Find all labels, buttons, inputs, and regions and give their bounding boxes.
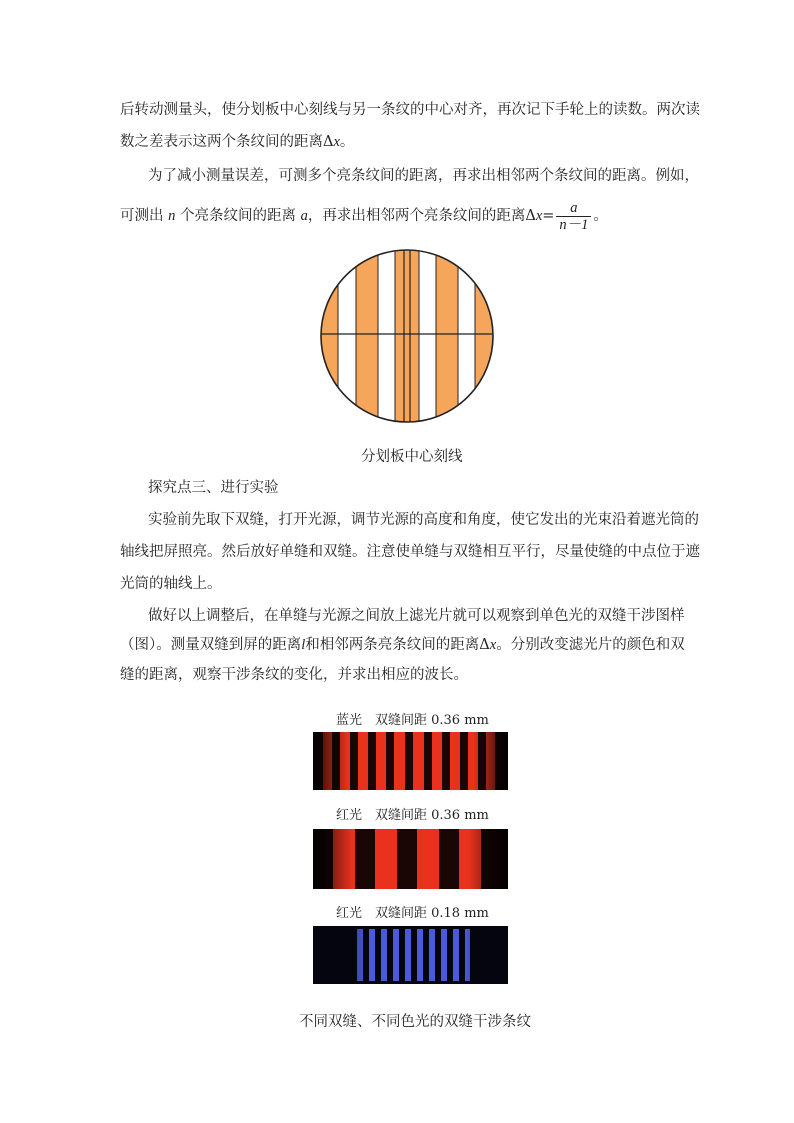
fringe-stripe (395, 247, 419, 425)
fringe-photo-2-graphic (313, 829, 508, 889)
reticle-figure (318, 247, 496, 425)
variable-x: x (333, 134, 340, 150)
figure-1-caption: 分划板中心刻线 (361, 449, 463, 465)
fringe-photo-1 (313, 732, 508, 790)
paragraph-3-line-3: 光筒的轴线上。 (120, 576, 222, 592)
panel-3-label: 红光 双缝间距 0.18 mm (336, 906, 489, 921)
fraction (556, 200, 591, 233)
section-title: 探究点三、进行实验 (148, 480, 279, 496)
variable-a: a (300, 208, 308, 224)
variable-x: x (489, 637, 497, 653)
paragraph-3-line-2: 轴线把屏照亮。然后放好单缝和双缝。注意使单缝与双缝相互平行，尽量使缝的中点位于遮 (120, 544, 700, 560)
panel-1-label: 蓝光 双缝间距 0.36 mm (336, 713, 489, 728)
text: 。分别改变滤光片的颜色和双 (496, 637, 685, 653)
paragraph-3-line-1: 实验前先取下双缝，打开光源，调节光源的高度和角度，使它发出的光束沿着遮光筒的 (148, 512, 699, 528)
text: 和相邻两条亮条纹间的距离Δ (305, 637, 490, 653)
paragraph-2-line-1: 为了减小测量误差，可测多个亮条纹间的距离，再求出相邻两个条纹间的距离。例如， (148, 168, 699, 184)
fraction-numerator: a (556, 200, 591, 217)
text: ，再求出相邻两个亮条纹间的距离Δ (307, 208, 536, 224)
panel-2-label: 红光 双缝间距 0.36 mm (336, 808, 489, 823)
fringe-photo-3 (313, 926, 508, 984)
paragraph-1-line-2 (120, 132, 680, 152)
variable-x: x (535, 208, 543, 224)
equals-sign: = (542, 208, 555, 224)
text: 数之差表示这两个条纹间的距离Δ (120, 134, 334, 150)
paragraph-4-line-3: 缝的距离，观察干涉条纹的变化，并求出相应的波长。 (120, 667, 468, 683)
fringe-photo-2 (313, 829, 508, 889)
text: 可测出 (120, 208, 164, 224)
text: （图）。测量双缝到屏的距离 (120, 637, 302, 653)
fringe-photo-1-graphic (313, 732, 508, 790)
fringe-stripe (356, 247, 378, 425)
fraction-denominator: n－1 (559, 216, 589, 233)
text: 。 (593, 208, 608, 224)
text: 个亮条纹间的距离 (179, 208, 296, 224)
variable-l: l (301, 637, 306, 653)
paragraph-1-line-1: 后转动测量头，使分划板中心刻线与另一条纹的中心对齐，再次记下手轮上的读数。两次读 (120, 102, 700, 118)
paragraph-4-line-2 (120, 635, 685, 655)
variable-n: n (168, 208, 176, 224)
paragraph-4-line-1: 做好以上调整后，在单缝与光源之间放上滤光片就可以观察到单色光的双缝干涉图样 (148, 608, 685, 624)
figure-2-caption: 不同双缝、不同色光的双缝干涉条纹 (299, 1014, 531, 1030)
paragraph-2-line-2 (120, 196, 680, 236)
fringe-photo-3-graphic (313, 926, 508, 984)
text: 。 (339, 134, 355, 150)
fringe-stripe (436, 247, 458, 425)
